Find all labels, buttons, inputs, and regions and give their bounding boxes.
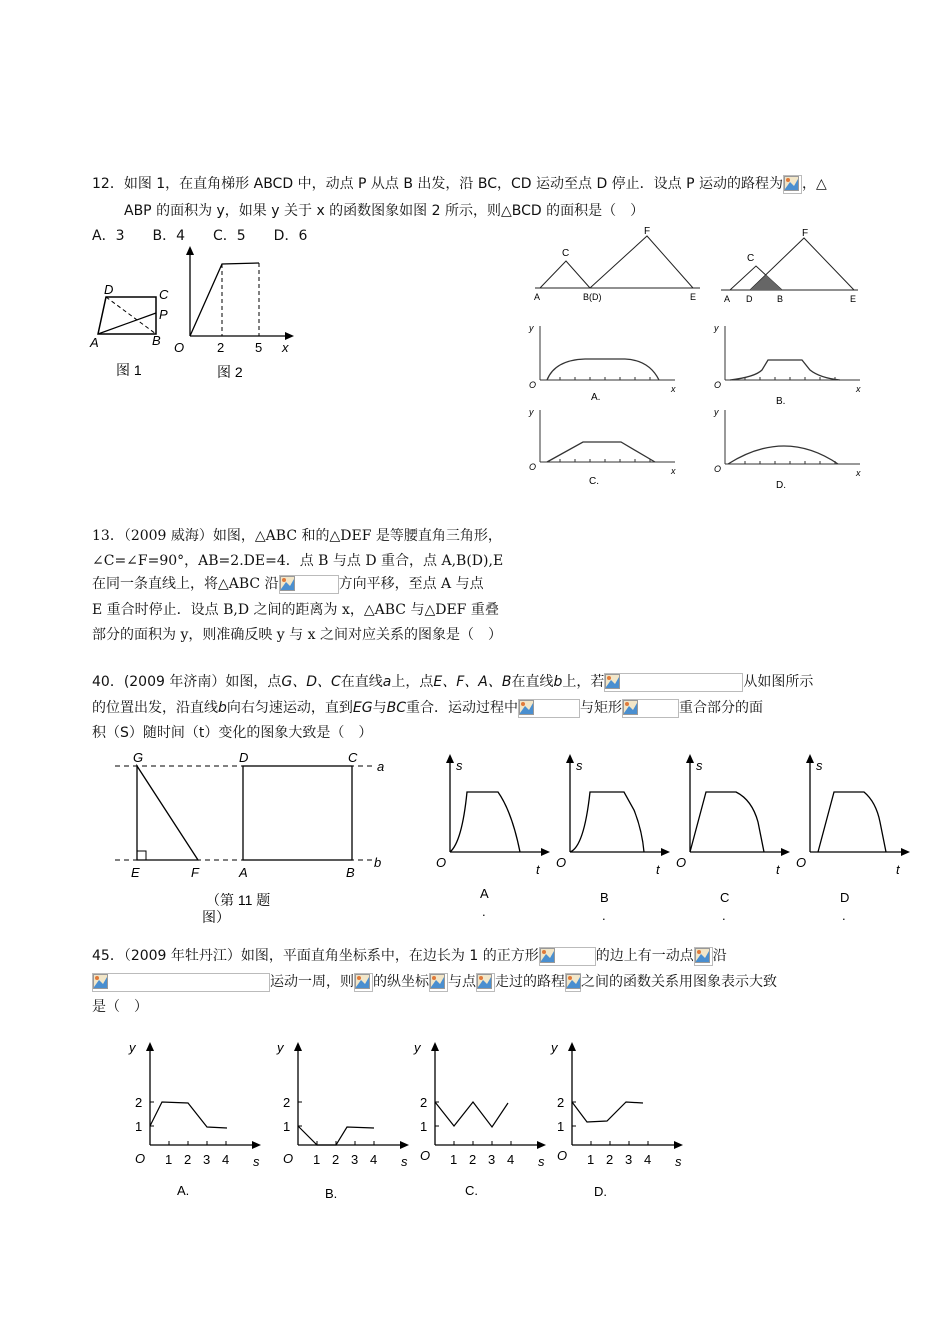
q40-line1-f: E、F、A、B — [433, 674, 512, 690]
q13-right-D: D — [746, 294, 753, 304]
q13-graphA-o: O — [529, 380, 537, 390]
q45-graphD-x1: 1 — [587, 1152, 595, 1167]
q45-graphA-x2: 2 — [184, 1152, 192, 1167]
q45-graphC-x4: 4 — [507, 1152, 515, 1167]
q45-line2 — [92, 972, 777, 992]
broken-image-icon — [429, 973, 448, 992]
q13-graph-A — [525, 322, 685, 407]
q13-line3-text: 在同一条直线上，将△ABC 沿 — [92, 576, 279, 592]
q40-label-C: C — [348, 750, 358, 765]
q45-graphB-y2: 2 — [283, 1095, 291, 1110]
q40-graphD-dot: . — [842, 908, 846, 923]
q45-graph-C — [410, 1040, 560, 1205]
q45-graphB-x3: 3 — [351, 1152, 359, 1167]
q13-graph-C — [525, 406, 685, 491]
q40-label-F: F — [191, 865, 199, 880]
q40-graphB-dot: . — [602, 908, 606, 923]
q45-graphA-o: O — [135, 1151, 146, 1166]
q45-line2-d: 走过的路程 — [495, 974, 565, 990]
q40-graphA-o: O — [436, 855, 447, 870]
q40-line2-e: 与 — [372, 700, 387, 716]
q40-label-B: B — [346, 865, 355, 880]
fig2-tick-2: 2 — [217, 340, 225, 355]
q45-graphA-y2: 2 — [135, 1095, 143, 1110]
q45-graphA-x1: 1 — [165, 1152, 173, 1167]
q13-triangle-figure-left — [530, 228, 710, 308]
q45-graphC-x1: 1 — [450, 1152, 458, 1167]
q12-line1 — [92, 174, 827, 194]
fig2-origin: O — [174, 340, 185, 355]
q40-graphC-label: C — [720, 890, 730, 905]
q13-right-C: C — [747, 253, 755, 264]
q45-graphA-x4: 4 — [222, 1152, 230, 1167]
q40-line2-b: b — [218, 700, 227, 716]
q40-graphB-s: s — [576, 758, 583, 773]
q13-graphC-x: x — [671, 466, 676, 476]
q40-line2-h: 与矩形 — [579, 700, 622, 716]
q45-graph-A — [125, 1040, 275, 1205]
q40-figure — [110, 750, 400, 930]
q40-graph-B — [552, 752, 672, 927]
fig2-caption: 图 2 — [217, 364, 243, 380]
q13-graphD-y: y — [714, 407, 719, 417]
q13-graph-B — [710, 322, 870, 407]
fig2-x-label: x — [282, 340, 289, 355]
q40-line1-c: 在直线 — [340, 674, 383, 690]
q40-label-G: G — [133, 750, 144, 765]
q40-graphC-dot: . — [722, 908, 726, 923]
q45-graphC-x2: 2 — [469, 1152, 477, 1167]
q40-label-E: E — [131, 865, 140, 880]
q13-left-F: F — [644, 226, 651, 237]
q13-triangle-figure-right — [716, 228, 866, 308]
q40-label-D: D — [239, 750, 249, 765]
q45-graphB-x4: 4 — [370, 1152, 378, 1167]
q40-line1-j: 从如图所示 — [743, 674, 814, 690]
q13-graphD-x: x — [856, 468, 861, 478]
q40-line2 — [92, 698, 763, 718]
q13-graphD-label: D. — [776, 480, 786, 491]
q13-graphB-o: O — [714, 380, 722, 390]
q45-graphD-y1: 1 — [557, 1119, 565, 1134]
q40-label-A: A — [239, 865, 248, 880]
q40-caption-2: 图） — [202, 909, 230, 925]
broken-image-icon — [783, 175, 802, 194]
fig2-tick-5: 5 — [255, 340, 263, 355]
q45-graphB-s: s — [401, 1154, 408, 1169]
q45-graphD-s: s — [675, 1154, 682, 1169]
q45-graphD-o: O — [557, 1148, 568, 1163]
q40-line2-d: EG — [352, 700, 373, 716]
q40-graphD-t: t — [896, 862, 900, 877]
q45-graphC-y: y — [414, 1040, 421, 1055]
q45-graphB-label: B. — [325, 1186, 338, 1201]
q13-graphC-o: O — [529, 462, 537, 472]
q45-graphC-label: C. — [465, 1183, 478, 1198]
q40-label-a: a — [377, 759, 385, 774]
q45-graphC-y2: 2 — [420, 1095, 428, 1110]
q45-graphD-x3: 3 — [625, 1152, 633, 1167]
q40-graphB-o: O — [556, 855, 567, 870]
broken-image-icon — [604, 673, 743, 692]
q45-line2-b: 的纵坐标 — [373, 974, 429, 990]
q12-figure1 — [86, 282, 176, 382]
q40-graphA-label: A — [480, 886, 489, 901]
q45-graphD-x4: 4 — [644, 1152, 652, 1167]
q40-line1-e: 上，点 — [391, 674, 434, 690]
q45-graphA-y: y — [129, 1040, 136, 1055]
q40-line1-d: a — [382, 674, 392, 690]
broken-image-icon — [622, 699, 679, 718]
q40-graphC-t: t — [776, 862, 780, 877]
q12-line1-text: 12．如图 1，在直角梯形 ABCD 中，动点 P 从点 B 出发，沿 BC，CD 运动至点 D 停止．设点 P 运动的路程为 — [92, 176, 784, 192]
q45-graphD-x2: 2 — [606, 1152, 614, 1167]
q13-left-BD: B(D) — [583, 292, 602, 302]
fig1-label-C: C — [159, 287, 169, 302]
q45-graphA-label: A. — [177, 1183, 190, 1198]
q13-graphD-o: O — [714, 464, 722, 474]
q45-line2-e: 之间的函数关系用图象表示大致 — [581, 974, 777, 990]
q12-line2: ABP 的面积为 y，如果 y 关于 x 的函数图象如图 2 所示，则△BCD 的面积是（ ） — [124, 203, 645, 219]
q13-graphA-label: A. — [591, 392, 601, 403]
q45-graphD-y2: 2 — [557, 1095, 565, 1110]
q13-left-E: E — [690, 292, 697, 302]
broken-image-icon — [92, 973, 270, 992]
q13-right-E: E — [850, 294, 857, 304]
broken-image-icon — [565, 973, 581, 992]
q13-line4: E 重合时停止．设点 B,D 之间的距离为 x，△ABC 与△DEF 重叠 — [92, 602, 499, 618]
fig1-label-D: D — [104, 282, 114, 297]
q13-graphB-label: B. — [776, 396, 786, 407]
q45-line1-c: 沿 — [712, 948, 727, 964]
broken-image-icon — [476, 973, 495, 992]
q13-graphB-x: x — [856, 384, 861, 394]
q40-line2-c: 向右匀速运动，直到 — [226, 700, 353, 716]
q45-line2-a: 运动一周，则 — [270, 974, 354, 990]
q13-left-A: A — [534, 292, 541, 302]
q45-graphC-o: O — [420, 1148, 431, 1163]
q13-graphA-y: y — [529, 323, 534, 333]
q13-line2: ∠C=∠F=90°，AB=2.DE=4．点 B 与点 D 重合，点 A,B(D),E — [92, 553, 504, 569]
q13-graphC-label: C. — [589, 476, 599, 487]
q45-graphC-x3: 3 — [488, 1152, 496, 1167]
q13-left-C: C — [562, 248, 570, 259]
q40-line2-f: BC — [386, 700, 406, 716]
fig1-label-B: B — [152, 333, 161, 348]
q45-graphB-x2: 2 — [332, 1152, 340, 1167]
q40-graphA-dot: . — [482, 904, 486, 919]
q13-graphC-y: y — [529, 407, 534, 417]
q13-line3-tail: 方向平移，至点 A 与点 — [338, 576, 484, 592]
q45-graphD-y: y — [551, 1040, 558, 1055]
q40-label-b: b — [374, 855, 382, 870]
q45-line2-c: 与点 — [448, 974, 476, 990]
q13-line5: 部分的面积为 y，则准确反映 y 与 x 之间对应关系的图象是（ ） — [92, 627, 502, 643]
q45-graphA-s: s — [253, 1154, 260, 1169]
q45-line3: 是（ ） — [92, 999, 148, 1015]
q40-graphB-label: B — [600, 890, 609, 905]
q12-options: A．3 B．4 C．5 D．6 — [92, 228, 308, 244]
q40-line2-i: 重合部分的面 — [678, 700, 763, 716]
q45-graphB-o: O — [283, 1151, 294, 1166]
q13-line3 — [92, 574, 484, 594]
q45-graphC-s: s — [538, 1154, 545, 1169]
q40-graphA-t: t — [536, 862, 540, 877]
q40-line1-h: b — [553, 674, 563, 690]
q12-figure2 — [172, 246, 302, 386]
q40-line1-b: G、D、C — [281, 674, 341, 690]
q40-line3: 积（S）随时间（t）变化的图象大致是（ ） — [92, 725, 373, 741]
q45-graphD-label: D. — [594, 1184, 607, 1199]
q40-graph-C — [672, 752, 792, 927]
fig1-caption: 图 1 — [116, 362, 142, 378]
q40-line1-g: 在直线 — [511, 674, 554, 690]
q45-graphA-y1: 1 — [135, 1119, 143, 1134]
q40-line1-i: 上，若 — [562, 674, 605, 690]
q13-right-F: F — [802, 228, 809, 239]
q12-line1-tail: ，△ — [802, 176, 827, 192]
broken-image-icon — [354, 973, 373, 992]
q45-graphA-x3: 3 — [203, 1152, 211, 1167]
broken-image-icon — [518, 699, 580, 718]
q40-graphC-o: O — [676, 855, 687, 870]
q40-line2-a: 的位置出发，沿直线 — [92, 700, 218, 716]
q40-line1 — [92, 672, 813, 692]
q13-graphA-x: x — [671, 384, 676, 394]
q45-graph-D — [547, 1040, 697, 1205]
q40-graph-D — [792, 752, 912, 927]
q40-graphD-s: s — [816, 758, 823, 773]
broken-image-icon — [279, 575, 339, 594]
q13-right-B: B — [777, 294, 784, 304]
q13-right-A: A — [724, 294, 731, 304]
fig1-label-P: P — [159, 307, 168, 322]
broken-image-icon — [539, 947, 596, 966]
q40-graphD-label: D — [840, 890, 850, 905]
q40-graphC-s: s — [696, 758, 703, 773]
q45-graphB-y1: 1 — [283, 1119, 291, 1134]
q13-line1: 13．（2009 威海）如图，△ABC 和的△DEF 是等腰直角三角形， — [92, 528, 502, 544]
broken-image-icon — [694, 947, 713, 966]
q40-graph-A — [432, 752, 552, 927]
q40-line1-a: 40．(2009 年济南）如图，点 — [92, 674, 282, 690]
q40-caption-1: （第 11 题 — [206, 892, 271, 908]
q45-line1 — [92, 946, 727, 966]
q40-graphB-t: t — [656, 862, 660, 877]
q45-line1-a: 45．（2009 年牡丹江）如图，平面直角坐标系中，在边长为 1 的正方形 — [92, 948, 539, 964]
q13-graph-D — [710, 406, 870, 491]
q40-graphA-s: s — [456, 758, 463, 773]
q40-line2-g: 重合．运动过程中 — [405, 700, 518, 716]
q45-graphB-x1: 1 — [313, 1152, 321, 1167]
q13-graphB-y: y — [714, 323, 719, 333]
q45-line1-b: 的边上有一动点 — [595, 948, 694, 964]
q45-graphC-y1: 1 — [420, 1119, 428, 1134]
q45-graph-B — [273, 1040, 423, 1205]
fig1-label-A: A — [90, 335, 99, 350]
q45-graphB-y: y — [277, 1040, 284, 1055]
q40-graphD-o: O — [796, 855, 807, 870]
